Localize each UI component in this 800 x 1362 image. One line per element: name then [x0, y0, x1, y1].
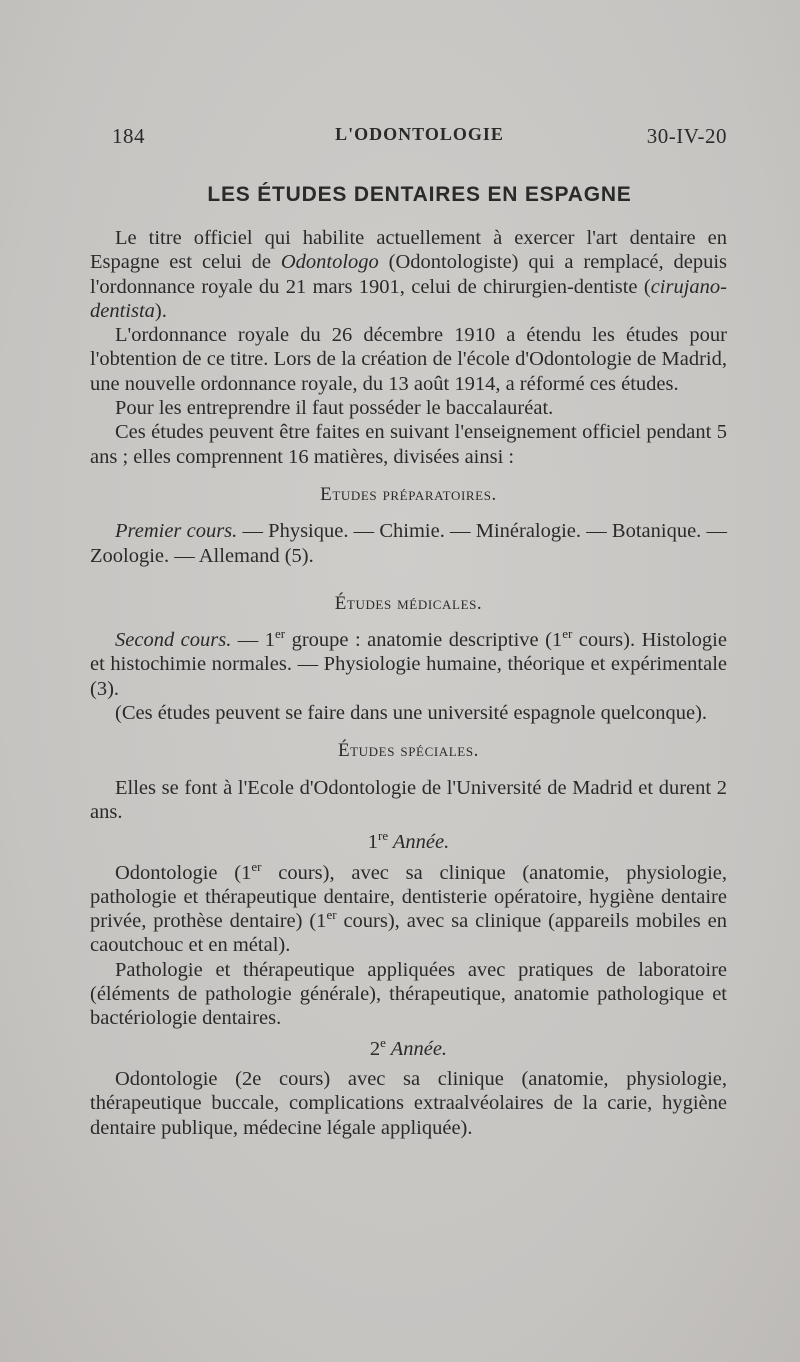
- page-number: 184: [112, 124, 145, 148]
- section-heading: Etudes préparatoires.: [320, 483, 497, 505]
- journal-title: L'ODONTOLOGIE: [335, 124, 504, 144]
- paragraph: Pathologie et thérapeutique appliquées avec pratiques de laboratoire (éléments de pathologie générale), thérapeutique, anatomie pathologique et bactériologie dentaires.: [90, 958, 727, 1030]
- text-run: Le titre officiel qui habilite actuellement à exercer l'art dentaire en Espagne est celui de: [90, 227, 727, 274]
- text-run: — 1: [231, 629, 276, 652]
- paragraph: [90, 519, 727, 568]
- italic-term: Second cours.: [115, 629, 232, 652]
- paragraph: Odontologie (2e cours) avec sa clinique (anatomie, physiologie, thérapeutique buccale, complications extraalvéolaires de la carie, hygiène dentaire publique, médecine légale appliquée).: [90, 1067, 727, 1139]
- year-heading: 1re Année.: [367, 828, 450, 854]
- italic-term: Premier cours.: [115, 520, 238, 543]
- article-body: [90, 226, 727, 1140]
- issue-date: 30-IV-20: [646, 124, 727, 148]
- italic-term: cirujano-dentista: [90, 275, 727, 322]
- paragraph: [90, 226, 727, 323]
- paragraph: Ces études peuvent être faites en suivant l'enseignement officiel pendant 5 ans ; elles comprennent 16 matières, divisées ainsi :: [90, 421, 727, 468]
- paragraph: Pour les entreprendre il faut posséder le baccalauréat.: [115, 397, 554, 420]
- paragraph: Elles se font à l'Ecole d'Odontologie de l'Université de Madrid et durent 2 ans.: [90, 776, 727, 823]
- text-run: cours). Histologie et histochimie normales. — Physiologie humaine, théorique et expérimentale (3).: [90, 629, 727, 700]
- text-run: — Physique. — Chimie. — Minéralogie. — Botanique. — Zoologie. — Allemand (5).: [90, 520, 727, 567]
- article-title: LES ÉTUDES DENTAIRES EN ESPAGNE: [207, 183, 632, 206]
- text-run: groupe : anatomie descriptive (1: [285, 629, 563, 652]
- section-heading: Études spéciales.: [337, 740, 480, 762]
- paragraph: (Ces études peuvent se faire dans une université espagnole quelconque).: [115, 702, 708, 725]
- paragraph: L'ordonnance royale du 26 décembre 1910 a étendu les études pour l'obtention de ce titre. Lors de la création de l'école d'Odontologie de Madrid, une nouvelle ordonnance royale, du 13 août 1914, a réformé ces études.: [90, 324, 727, 395]
- text-run: (Odontologiste) qui a remplacé, depuis l'ordonnance royale du 21 mars 1901, celui de chirurgien-dentiste (: [90, 251, 727, 298]
- paragraph: Odontologie (1er cours), avec sa clinique (anatomie, physiologie, pathologie et thérapeutique dentaire, dentisterie opératoire, hygiène dentaire privée, prothèse dentaire) (1er cours), avec sa clinique (appareils mobiles en caoutchouc et en métal).: [90, 858, 727, 957]
- text-run: ).: [154, 299, 167, 322]
- year-heading: 2e Année.: [369, 1034, 448, 1060]
- superscript: er: [562, 626, 573, 642]
- italic-term: Odontologo: [280, 251, 379, 274]
- section-heading: Études médicales.: [334, 592, 483, 614]
- paragraph: [90, 628, 727, 701]
- superscript: er: [275, 626, 286, 642]
